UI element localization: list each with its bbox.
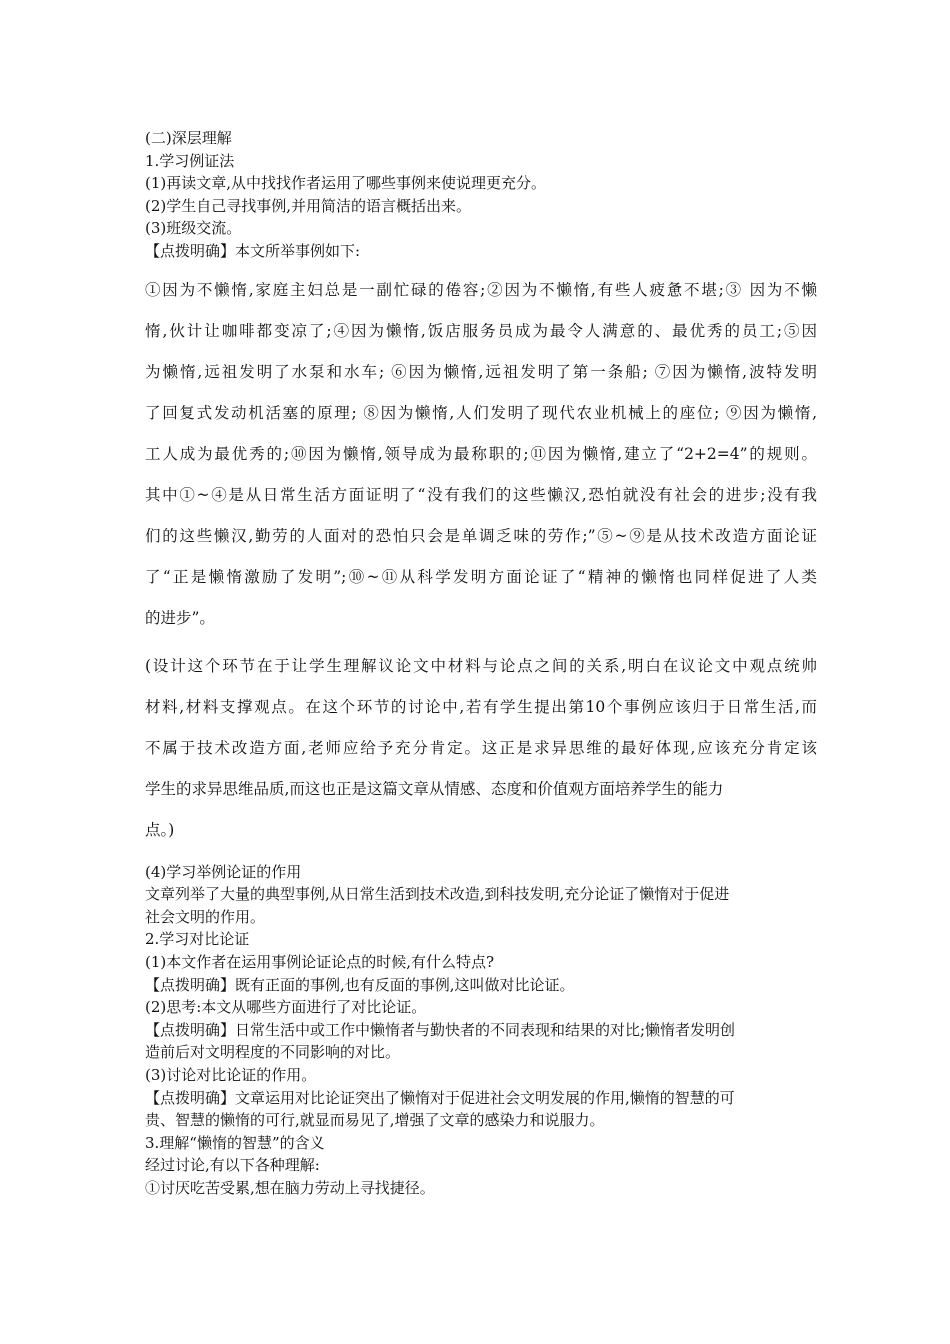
text-line: 造前后对文明程度的不同影响的对比。 [145,1043,401,1062]
subsection-heading: 2.学习对比论证 [145,930,250,949]
section-continued [145,861,817,1200]
text-line: (设计这个环节在于让学生理解议论文中材料与论点之间的关系,明白在议论文中观点统帅 [145,656,817,675]
text-line: 了“正是懒惰激励了发明”;⑩~⑪从科学发明方面论证了“精神的懒惰也同样促进了人类 [145,567,817,586]
text-line: 点。) [145,820,175,839]
text-line: (2)学生自己寻找事例,并用简洁的语言概括出来。 [145,196,472,215]
text-line: 文章列举了大量的典型事例,从日常生活到技术改造,到科技发明,充分论证了懒惰对于促进 [145,885,730,904]
text-line: 材料,材料支撑观点。在这个环节的讨论中,若有学生提出第10个事例应该归于日常生活,而 [145,697,817,716]
subsection-heading: 3.理解“懒惰的智慧”的含义 [145,1133,325,1152]
text-line: (2)思考:本文从哪些方面进行了对比论证。 [145,998,427,1017]
text-line: 【点拨明确】文章运用对比论证突出了懒惰对于促进社会文明发展的作用,懒惰的智慧的可 [145,1088,735,1107]
section-intro [145,127,817,263]
subsection-heading: 1.学习例证法 [145,151,235,170]
text-line: 【点拨明确】日常生活中或工作中懒惰者与勤快者的不同表现和结果的对比;懒惰者发明创 [145,1020,736,1039]
subsection-heading: (4)学习举例论证的作用 [145,862,302,881]
text-line: 经过讨论,有以下各种理解: [145,1156,320,1175]
text-line: 不属于技术改造方面,老师应给予充分肯定。这正是求异思维的最好体现,应该充分肯定该 [145,738,817,757]
text-line: 贵、智慧的懒惰的可行,就显而易见了,增强了文章的感染力和说服力。 [145,1111,605,1130]
text-line: 【点拨明确】既有正面的事例,也有反面的事例,这叫做对比论证。 [145,975,575,994]
text-line: ①因为不懒惰,家庭主妇总是一副忙碌的倦容;②因为不懒惰,有些人疲惫不堪;③ 因为不懒 [145,280,817,299]
section-heading: (二)深层理解 [145,129,232,147]
text-line: 惰,伙计让咖啡都变凉了;④因为懒惰,饭店服务员成为最令人满意的、最优秀的员工;⑤因 [145,321,817,340]
text-line: (1)本文作者在运用事例论证论点的时候,有什么特点? [145,952,495,971]
document-body [145,127,817,1199]
design-note-paragraph [145,646,817,851]
text-line: ①讨厌吃苦受累,想在脑力劳动上寻找捷径。 [145,1178,435,1197]
examples-paragraph [145,270,817,639]
text-line: 其中①~④是从日常生活方面证明了“没有我们的这些懒汉,恐怕就没有社会的进步;没有我 [145,485,817,504]
text-line: (1)再读文章,从中找找作者运用了哪些事例来使说理更充分。 [145,174,547,193]
text-line: (3)班级交流。 [145,219,242,238]
text-line: 为懒惰,远祖发明了水泵和水车; ⑥因为懒惰,远祖发明了第一条船; ⑦因为懒惰,波特发明 [145,362,817,381]
text-line: 社会文明的作用。 [145,907,266,926]
text-line: 工人成为最优秀的;⑩因为懒惰,领导成为最称职的;⑪因为懒惰,建立了“2+2=4”的规则。 [145,444,817,463]
text-line: 的进步”。 [145,608,215,627]
text-line: 学生的求异思维品质,而这也正是这篇文章从情感、态度和价值观方面培养学生的能力 [145,779,724,798]
text-line: 【点拨明确】本文所举事例如下: [145,241,361,260]
text-line: (3)讨论对比论证的作用。 [145,1065,317,1084]
text-line: 了回复式发动机活塞的原理; ⑧因为懒惰,人们发明了现代农业机械上的座位; ⑨因为懒惰, [145,403,817,422]
text-line: 们的这些懒汉,勤劳的人面对的恐怕只会是单调乏味的劳作;”⑤~⑨是从技术改造方面论证 [145,526,817,545]
